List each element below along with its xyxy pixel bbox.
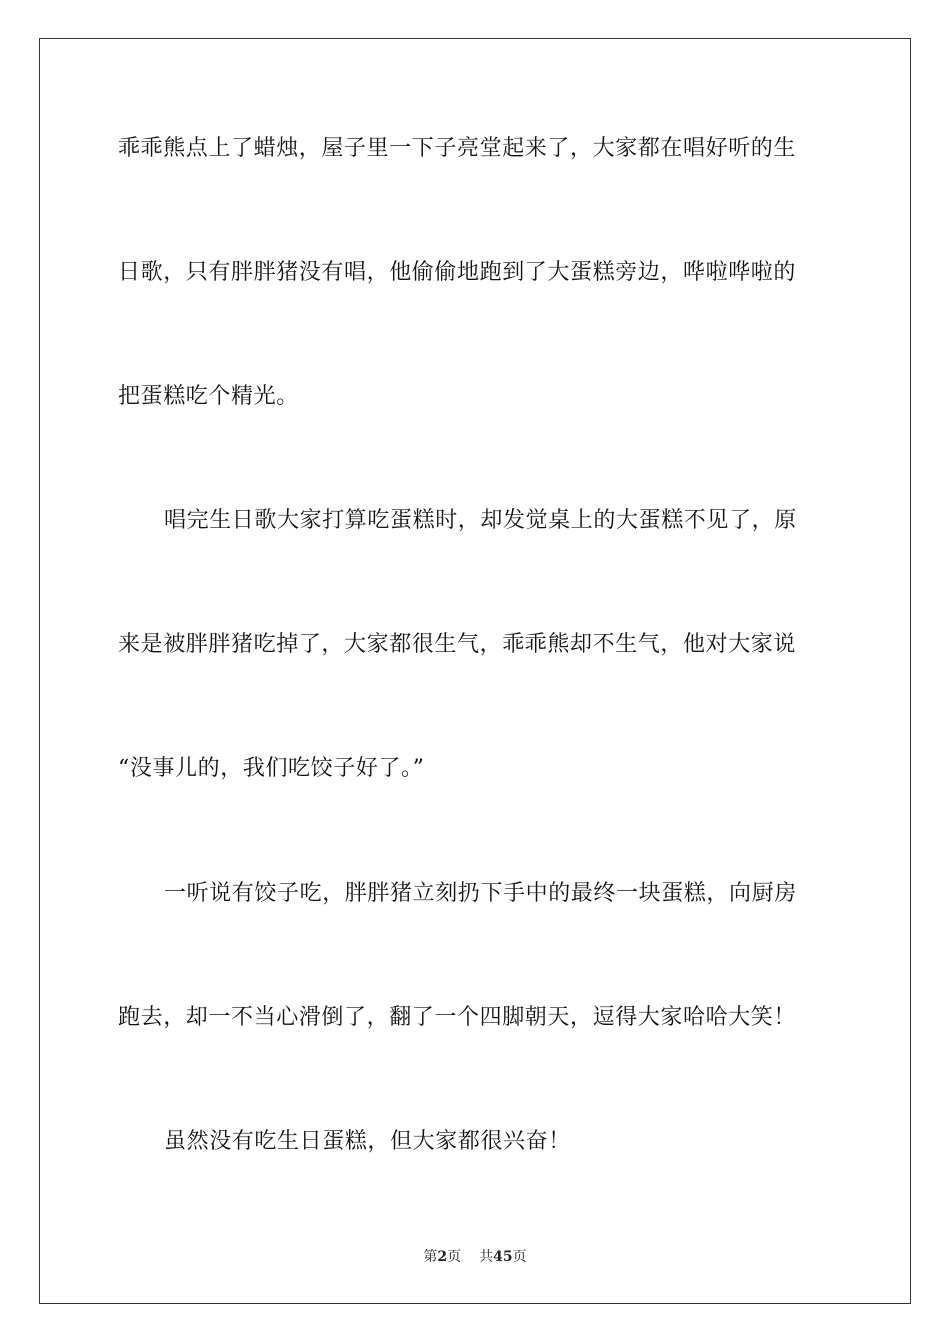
total-pages: 45 — [493, 1249, 513, 1265]
page-footer — [0, 1248, 950, 1266]
total-prefix: 共 — [479, 1249, 494, 1265]
total-suffix: 页 — [512, 1249, 527, 1265]
text-line-7: 一听说有饺子吃，胖胖猪立刻扔下手中的最终一块蛋糕，向厨房 — [164, 881, 797, 906]
text-line-3: 把蛋糕吃个精光。 — [118, 384, 299, 409]
text-line-4: 唱完生日歌大家打算吃蛋糕时，却发觉桌上的大蛋糕不见了，原 — [164, 508, 797, 533]
page-border — [39, 38, 911, 1304]
text-line-6: “没事儿的，我们吃饺子好了。” — [118, 756, 425, 781]
text-line-5: 来是被胖胖猪吃掉了，大家都很生气，乖乖熊却不生气，他对大家说 — [118, 632, 797, 657]
text-line-9: 虽然没有吃生日蛋糕，但大家都很兴奋！ — [164, 1129, 571, 1154]
page-number: 2 — [437, 1249, 448, 1265]
text-line-2: 日歌，只有胖胖猪没有唱，他偷偷地跑到了大蛋糕旁边，哗啦哗啦的 — [118, 260, 797, 285]
page-prefix: 第 — [423, 1249, 438, 1265]
text-line-1: 乖乖熊点上了蜡烛，屋子里一下子亮堂起来了，大家都在唱好听的生 — [118, 136, 797, 161]
page-suffix: 页 — [447, 1249, 462, 1265]
text-line-8: 跑去，却一不当心滑倒了，翻了一个四脚朝天，逗得大家哈哈大笑！ — [118, 1005, 797, 1030]
